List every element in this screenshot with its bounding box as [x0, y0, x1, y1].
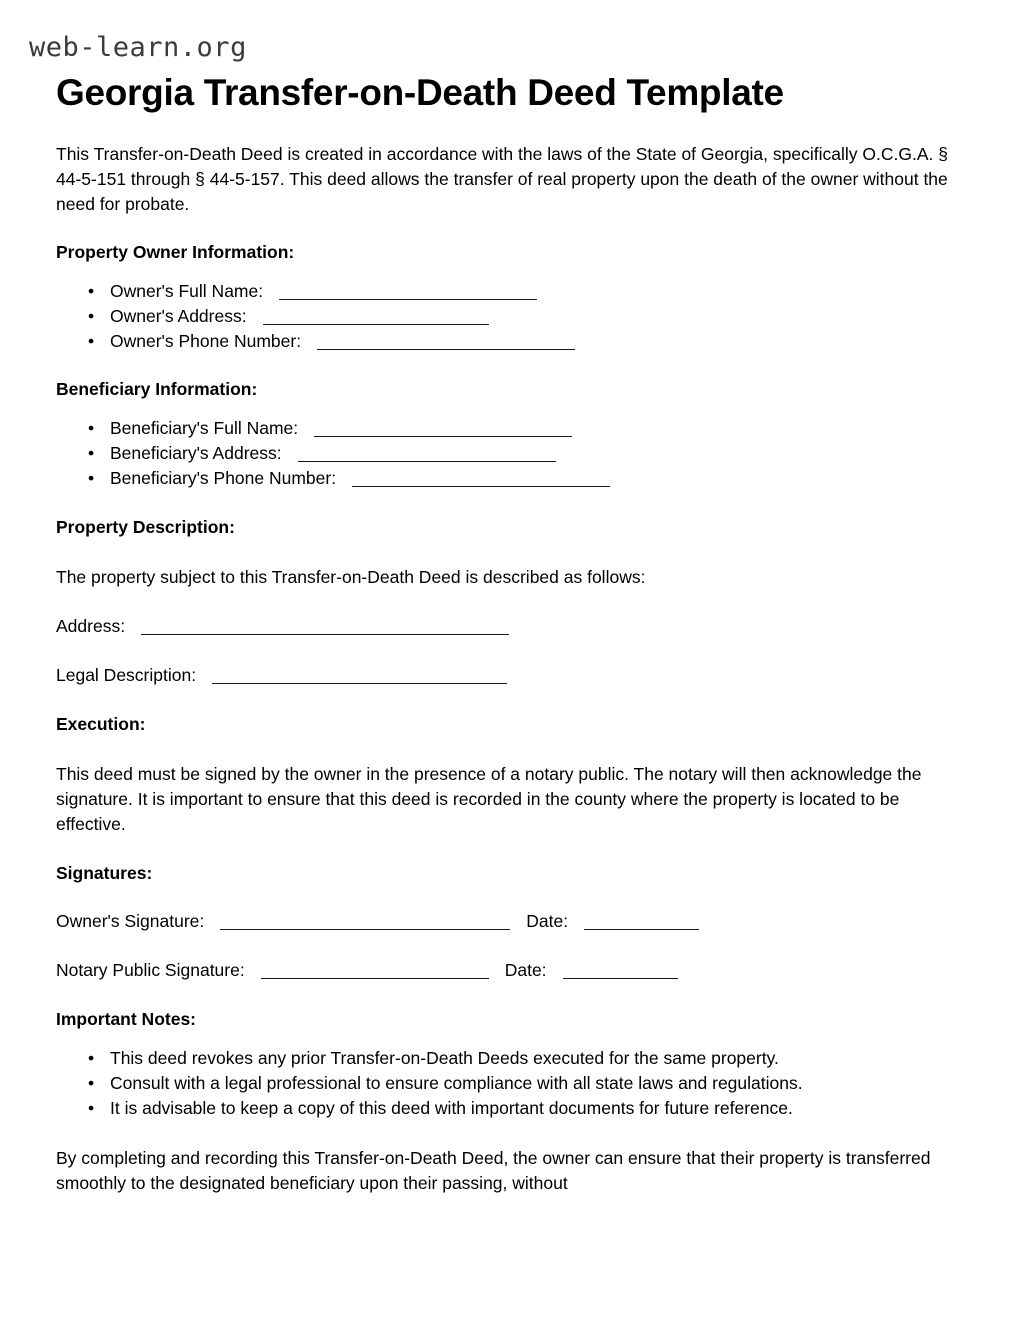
blank-field[interactable]	[279, 286, 537, 300]
field-label: Address:	[56, 615, 126, 636]
blank-field[interactable]	[317, 336, 575, 350]
page-title: Georgia Transfer-on-Death Deed Template	[56, 72, 784, 113]
field-label: Notary Public Signature:	[56, 960, 245, 981]
field-label: Beneficiary's Address:	[110, 443, 282, 464]
field-label: Owner's Signature:	[56, 911, 205, 932]
closing-paragraph: By completing and recording this Transfer-on-Death Deed, the owner can ensure that their property is transferred smoothly to the designated beneficiary upon their passing, without	[56, 1148, 931, 1194]
field-label-date: Date:	[504, 960, 547, 981]
notary-signature-line	[56, 958, 968, 983]
list-item	[110, 466, 968, 490]
section-heading-beneficiary: Beneficiary Information:	[56, 379, 258, 400]
blank-field-owner-date[interactable]	[584, 916, 699, 930]
section-heading-important-notes: Important Notes:	[56, 1009, 196, 1030]
section-heading-execution: Execution:	[56, 713, 146, 734]
document-content	[56, 70, 968, 1196]
list-item	[110, 441, 968, 465]
field-label: Owner's Full Name:	[110, 281, 264, 302]
blank-field-address[interactable]	[141, 621, 509, 635]
list-item	[110, 329, 968, 353]
blank-field-legal-description[interactable]	[212, 670, 507, 684]
address-field-line	[56, 614, 968, 639]
site-logo: web-learn.org	[29, 32, 247, 63]
field-label: Legal Description:	[56, 664, 197, 685]
list-item	[110, 304, 968, 328]
list-item: • This deed revokes any prior Transfer-on-Death Deeds executed for the same property.	[110, 1046, 968, 1070]
property-owner-fields	[56, 279, 968, 353]
blank-field-notary-date[interactable]	[563, 965, 678, 979]
section-heading-property-owner: Property Owner Information:	[56, 242, 295, 263]
blank-field-owner-signature[interactable]	[220, 916, 510, 930]
field-label: Beneficiary's Phone Number:	[110, 468, 337, 489]
owner-signature-line	[56, 909, 968, 934]
blank-field[interactable]	[352, 473, 610, 487]
list-item: • It is advisable to keep a copy of this deed with important documents for future reference.	[110, 1096, 968, 1120]
blank-field[interactable]	[263, 311, 489, 325]
field-label: Owner's Address:	[110, 306, 247, 327]
list-item: • Consult with a legal professional to ensure compliance with all state laws and regulations.	[110, 1071, 968, 1095]
list-item	[110, 416, 968, 440]
beneficiary-fields	[56, 416, 968, 490]
blank-field-notary-signature[interactable]	[261, 965, 489, 979]
legal-description-field-line	[56, 663, 968, 688]
list-item	[110, 279, 968, 303]
blank-field[interactable]	[298, 448, 556, 462]
blank-field[interactable]	[314, 423, 572, 437]
execution-paragraph: This deed must be signed by the owner in the presence of a notary public. The notary will then acknowledge the signature. It is important to ensure that this deed is recorded in the county where the property is located to be effective.	[56, 764, 922, 834]
field-label: Owner's Phone Number:	[110, 331, 302, 352]
property-description-intro: The property subject to this Transfer-on-Death Deed is described as follows:	[56, 567, 646, 588]
section-heading-signatures: Signatures:	[56, 862, 153, 883]
important-notes-list	[56, 1046, 968, 1120]
section-heading-property-description: Property Description:	[56, 516, 235, 537]
field-label-date: Date:	[526, 911, 569, 932]
intro-paragraph: This Transfer-on-Death Deed is created in accordance with the laws of the State of Georgia, specifically O.C.G.A. § 44-5-151 through § 44-5-157. This deed allows the transfer of real property upon the death of the owner without the need for probate.	[56, 143, 948, 214]
field-label: Beneficiary's Full Name:	[110, 418, 299, 439]
